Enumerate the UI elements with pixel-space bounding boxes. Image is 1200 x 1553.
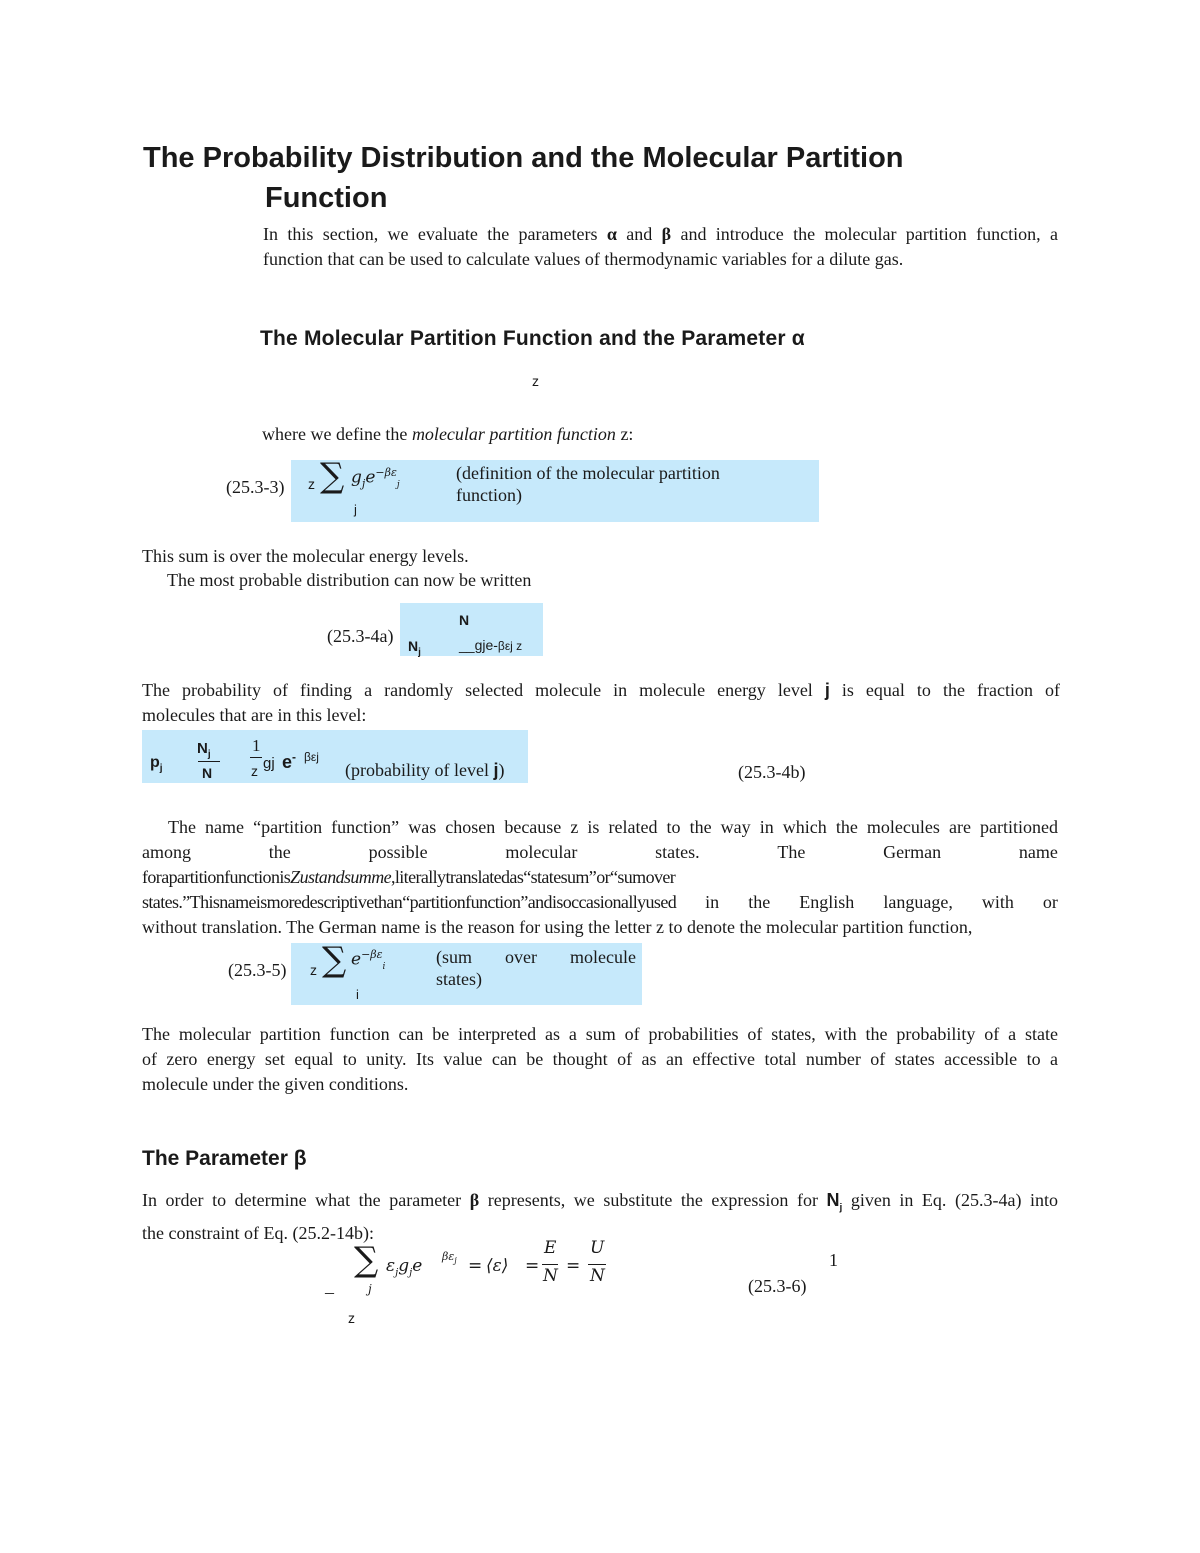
most-probable-text: The most probable distribution can now be written xyxy=(167,570,532,590)
frac-N: N xyxy=(590,1266,605,1286)
eq-lhs-z: z xyxy=(308,476,315,492)
sum-symbol: ∑ xyxy=(320,456,345,496)
eq-top-n: N xyxy=(459,612,470,628)
eq-one: 1 xyxy=(829,1250,838,1270)
name-paragraph-line4: states.”Thisnameismoredescriptivethan“partitionfunction”andisoccasionallyused in the English language, with or xyxy=(142,892,1058,912)
equation-box-25-3-4b xyxy=(142,730,528,783)
equation-number: (25.3-3) xyxy=(226,477,285,497)
equals-sign: = xyxy=(525,1256,540,1276)
equation-number: (25.3-5) xyxy=(228,960,287,980)
name-paragraph-line2: among the possible molecular states. The German name xyxy=(142,842,1058,862)
page-title-line2: Function xyxy=(265,182,388,214)
eq-lhs-nj: $N_j$ xyxy=(408,638,421,658)
mean-energy: ⟨ε⟩ xyxy=(486,1256,509,1276)
frac-one: 1 xyxy=(252,736,261,755)
interpret-paragraph: The molecular partition function can be interpreted as a sum of probabilities of states, with the probability of a state of zero energy set equal to unity. Its value can be thought of as an effective total number of states accessible to a molecule under the given conditions. xyxy=(142,1024,1058,1094)
frac-z: z xyxy=(251,763,258,779)
equation-number: (25.3-6) xyxy=(748,1276,807,1296)
equation-note: (probability of level j) xyxy=(345,760,505,780)
sum-index: i xyxy=(356,987,359,1002)
sum-index: j xyxy=(368,1282,372,1296)
defined-term: molecular partition function xyxy=(411,424,616,444)
eq-gj: gj xyxy=(263,755,275,772)
eq-e: e- xyxy=(282,750,297,772)
equation-note: (sum over molecule states) xyxy=(436,947,636,989)
equation-note: (definition of the molecular partition function) xyxy=(456,463,720,505)
stray-z: z xyxy=(532,373,539,389)
fraction-bar xyxy=(542,1264,558,1265)
equals-sign: = xyxy=(566,1256,581,1276)
intro-text: and xyxy=(616,224,662,244)
page-title xyxy=(143,142,904,175)
section-heading-beta: The Parameter β xyxy=(142,1147,307,1170)
equation-number: (25.3-4b) xyxy=(738,762,806,782)
intro-paragraph xyxy=(263,222,1063,272)
eq-summand: $g_je^{-\beta\varepsilon}_j$ xyxy=(351,466,400,491)
fraction-bar xyxy=(198,761,220,762)
eq-summand: $\varepsilon_jg_je$ xyxy=(386,1256,423,1279)
probability-paragraph: The probability of finding a randomly selected molecule in molecule energy level j is equal to the fraction of molecules that are in this level: xyxy=(142,680,1060,725)
equation-number: (25.3-4a) xyxy=(327,626,394,646)
fraction-bar xyxy=(588,1264,606,1265)
sum-symbol: ∑ xyxy=(322,940,347,980)
fraction-bar xyxy=(250,757,262,758)
eq-z: z xyxy=(348,1310,355,1326)
section-heading-alpha: The Molecular Partition Function and the Parameter α xyxy=(260,327,805,350)
frac-N: N xyxy=(543,1266,558,1286)
frac-U: U xyxy=(590,1238,605,1258)
equation-box-25-3-3 xyxy=(291,456,819,522)
definition-text: z: xyxy=(615,424,634,444)
eq-exponent-tail: βεj xyxy=(304,750,319,764)
frac-E: E xyxy=(544,1238,557,1258)
equation-25-3-6 xyxy=(300,1236,860,1336)
page-title-line1: The Probability Distribution and the Molecular Partition xyxy=(143,142,904,174)
sum-symbol: ∑ xyxy=(354,1240,379,1280)
beta-symbol: β xyxy=(661,224,672,244)
nj-symbol: $N_j$ xyxy=(826,1190,843,1214)
eq-rhs: __gje-βεj z xyxy=(459,637,523,653)
eq-summand: $e^{-\beta\varepsilon}_i$ xyxy=(351,948,386,973)
sum-over-text: This sum is over the molecular energy levels. xyxy=(142,546,469,566)
frac-numerator: $N_j$ xyxy=(197,740,211,760)
name-paragraph: The name “partition function” was chosen because z is related to the way in which the molecules are partitioned among the possible molecular states. The German name forapartitionfunctionisZustandsumme,literallytranslatedas“statesum”or“sumover states.”Thisnameismoredescriptivethan“partitionfunction”andisoccasionallyused in the English language, with or without translation. The German name is the reason for using the letter z to denote the molecular partition function, xyxy=(142,817,1058,937)
intro-text: and introduce the molecular partition function, a xyxy=(671,224,1058,244)
leading-dash: – xyxy=(325,1282,334,1302)
equation-box-25-3-4a xyxy=(400,603,543,656)
alpha-symbol: α xyxy=(606,224,617,244)
equation-box-25-3-5 xyxy=(291,940,642,1005)
eq-lhs-z: z xyxy=(310,962,317,978)
equals-sign: = xyxy=(468,1256,483,1276)
definition-sentence xyxy=(262,422,633,447)
definition-text: where we define the xyxy=(262,424,412,444)
eq-exponent: $\beta\varepsilon_j$ xyxy=(442,1250,457,1266)
intro-text: In this section, we evaluate the parameters xyxy=(263,224,607,244)
beta-paragraph: In order to determine what the parameter β represents, we substitute the expression for $N_j$ given in Eq. (25.3-4a) into the constraint of Eq. (25.2-14b): xyxy=(142,1190,1058,1243)
eq-lhs-pj: $p_j$ xyxy=(150,754,163,775)
intro-text-line2: function that can be used to calculate values of thermodynamic variables for a dilute gas. xyxy=(263,249,904,269)
frac-denominator: N xyxy=(202,765,213,781)
sum-index: j xyxy=(354,502,357,517)
